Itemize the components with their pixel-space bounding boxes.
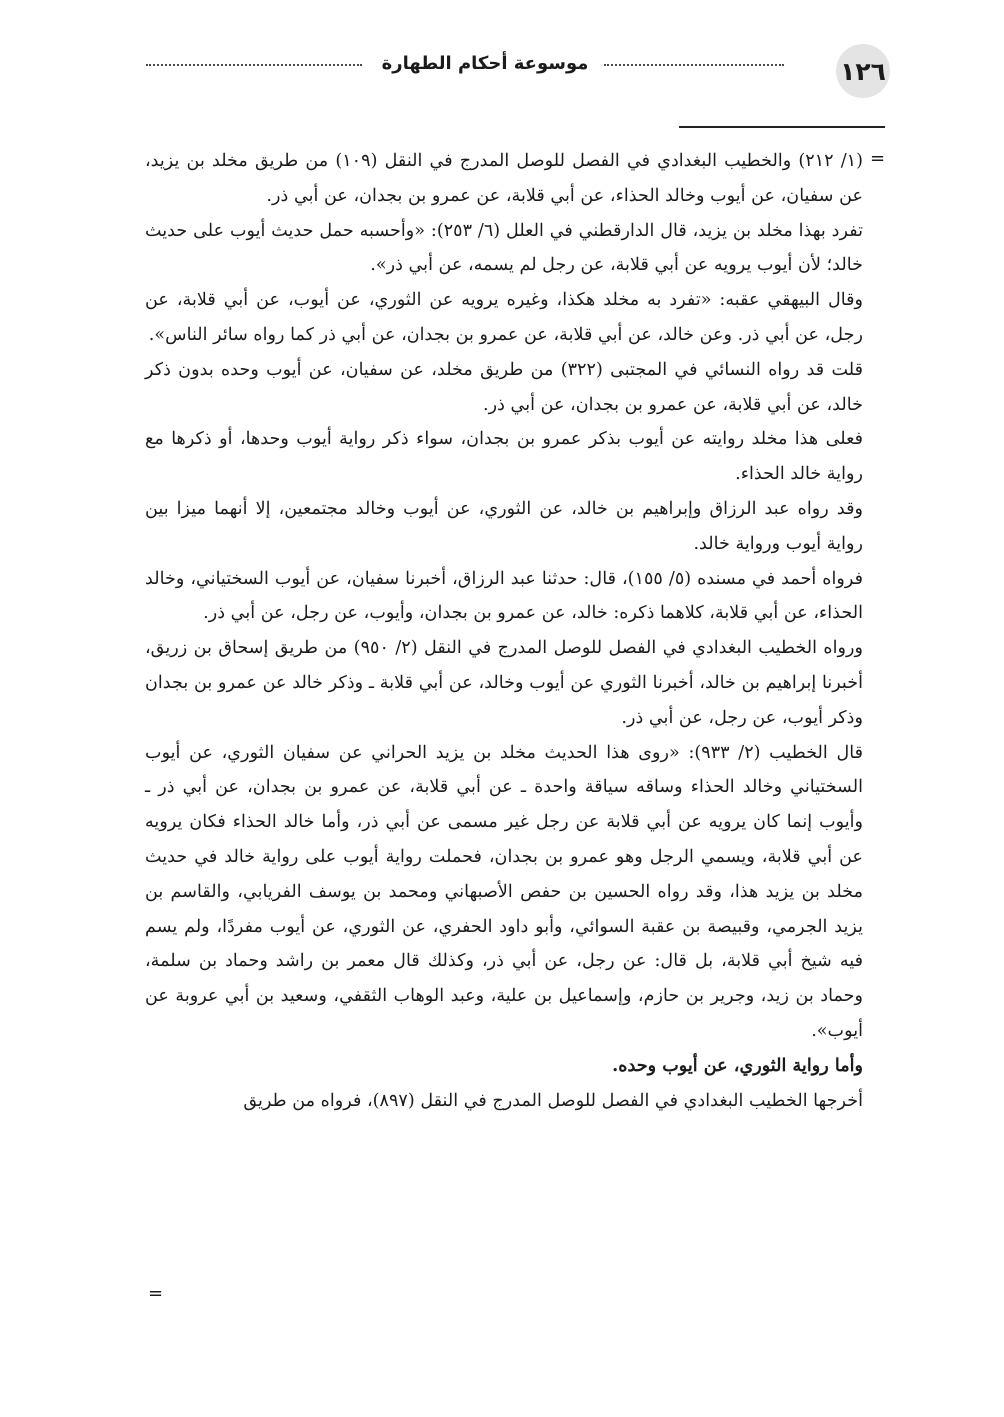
footnote-body [145, 144, 863, 1118]
paragraph-7: فرواه أحمد في مسنده (٥/ ١٥٥)، قال: حدثنا عبد الرزاق، أخبرنا سفيان، عن أيوب السختياني، وخالد الحذاء، عن أبي قلابة، كلاهما ذكره: خالد، عن عمرو بن بجدان، وأيوب، عن رجل، عن أبي ذر. [145, 568, 863, 624]
paragraph-9: قال الخطيب (٢/ ٩٣٣): «روى هذا الحديث مخلد بن يزيد الحراني عن سفيان الثوري، عن أيوب السختياني وخالد الحذاء وساقه سياقة واحدة ـ عن أبي قلابة، عن عمرو بن بجدان، عن أبي ذر ـ وأيوب إنما كان يرويه عن أبي قلابة عن رجل غير مسمى عن أبي ذر، وأما خالد الحذاء فكان يرويه عن أبي قلابة، ويسمي الرجل وهو عمرو بن بجدان، فحملت رواية أيوب على رواية خالد في حديث مخلد بن يزيد هذا، وقد رواه الحسين بن حفص الأصبهاني ومحمد بن يوسف الفريابي، والقاسم بن يزيد الجرمي، وقبيصة بن عقبة السوائي، وأبو داود الحفري، عن الثوري، عن أيوب مفردًا، ولم يسم فيه شيخ أبي قلابة، بل قال: عن رجل، عن أبي ذر، وكذلك قال معمر بن راشد وحماد بن سلمة، وحماد بن زيد، وجرير بن حازم، وإسماعيل بن علية، وعبد الوهاب الثقفي، وسعيد بن أبي عروبة عن أيوب». [145, 742, 864, 1041]
paragraph-3: وقال البيهقي عقبه: «تفرد به مخلد هكذا، وغيره يرويه عن الثوري، عن أيوب، عن أبي قلابة، عن رجل، عن أبي ذر. وعن خالد، عن أبي قلابة، عن عمرو بن بجدان، عن أبي ذر كما رواه سائر الناس». [145, 290, 863, 345]
footnote-separator [679, 126, 885, 128]
leader-dots-left [146, 64, 362, 66]
paragraph-4: قلت قد رواه النسائي في المجتبى (٣٢٢) من طريق مخلد، عن سفيان، عن أيوب وحده بدون ذكر خالد، عن أبي قلابة، عن عمرو بن بجدان، عن أبي ذر. [145, 359, 863, 415]
paragraph-6: وقد رواه عبد الرزاق وإبراهيم بن خالد، عن الثوري، عن أيوب وخالد مجتمعين، إلا أنهما ميزا بين رواية أيوب ورواية خالد. [145, 498, 863, 554]
section-heading: وأما رواية الثوري، عن أيوب وحده. [612, 1054, 863, 1076]
paragraph-8: ورواه الخطيب البغدادي في الفصل للوصل المدرج في النقل (٢/ ٩٥٠) من طريق إسحاق بن زريق، أخبرنا إبراهيم بن خالد، أخبرنا الثوري عن أيوب وخالد، عن أبي قلابة ـ وذكر خالد عن عمرو بن بجدان وذكر أيوب، عن رجل، عن أبي ذر. [145, 638, 863, 728]
paragraph-1: (١/ ٢١٢) والخطيب البغدادي في الفصل للوصل المدرج في النقل (١٠٩) من طريق مخلد بن يزيد، عن سفيان، عن أيوب وخالد الحذاء، عن أبي قلابة، عن عمرو بن بجدان، عن أبي ذر. [145, 151, 863, 206]
paragraph-last: أخرجها الخطيب البغدادي في الفصل للوصل المدرج في النقل (٨٩٧)، فرواه من طريق [243, 1090, 863, 1111]
continuation-mark-bottom: = [148, 1283, 164, 1304]
book-title: موسوعة أحكام الطهارة [381, 53, 589, 74]
page-number: ١٢٦ [836, 44, 890, 98]
paragraph-2: تفرد بهذا مخلد بن يزيد، قال الدارقطني في العلل (٦/ ٢٥٣): «وأحسبه حمل حديث أيوب على حديث خالد؛ لأن أيوب يرويه عن أبي قلابة، عن رجل لم يسمه، عن أبي ذر». [145, 220, 863, 276]
continuation-mark-top: = [870, 148, 886, 169]
paragraph-5: فعلى هذا مخلد روايته عن أيوب بذكر عمرو بن بجدان، سواء ذكر رواية أيوب وحدها، أو ذكرها مع رواية خالد الحذاء. [145, 429, 863, 485]
page-header [140, 40, 890, 104]
leader-dots-right [604, 64, 784, 66]
